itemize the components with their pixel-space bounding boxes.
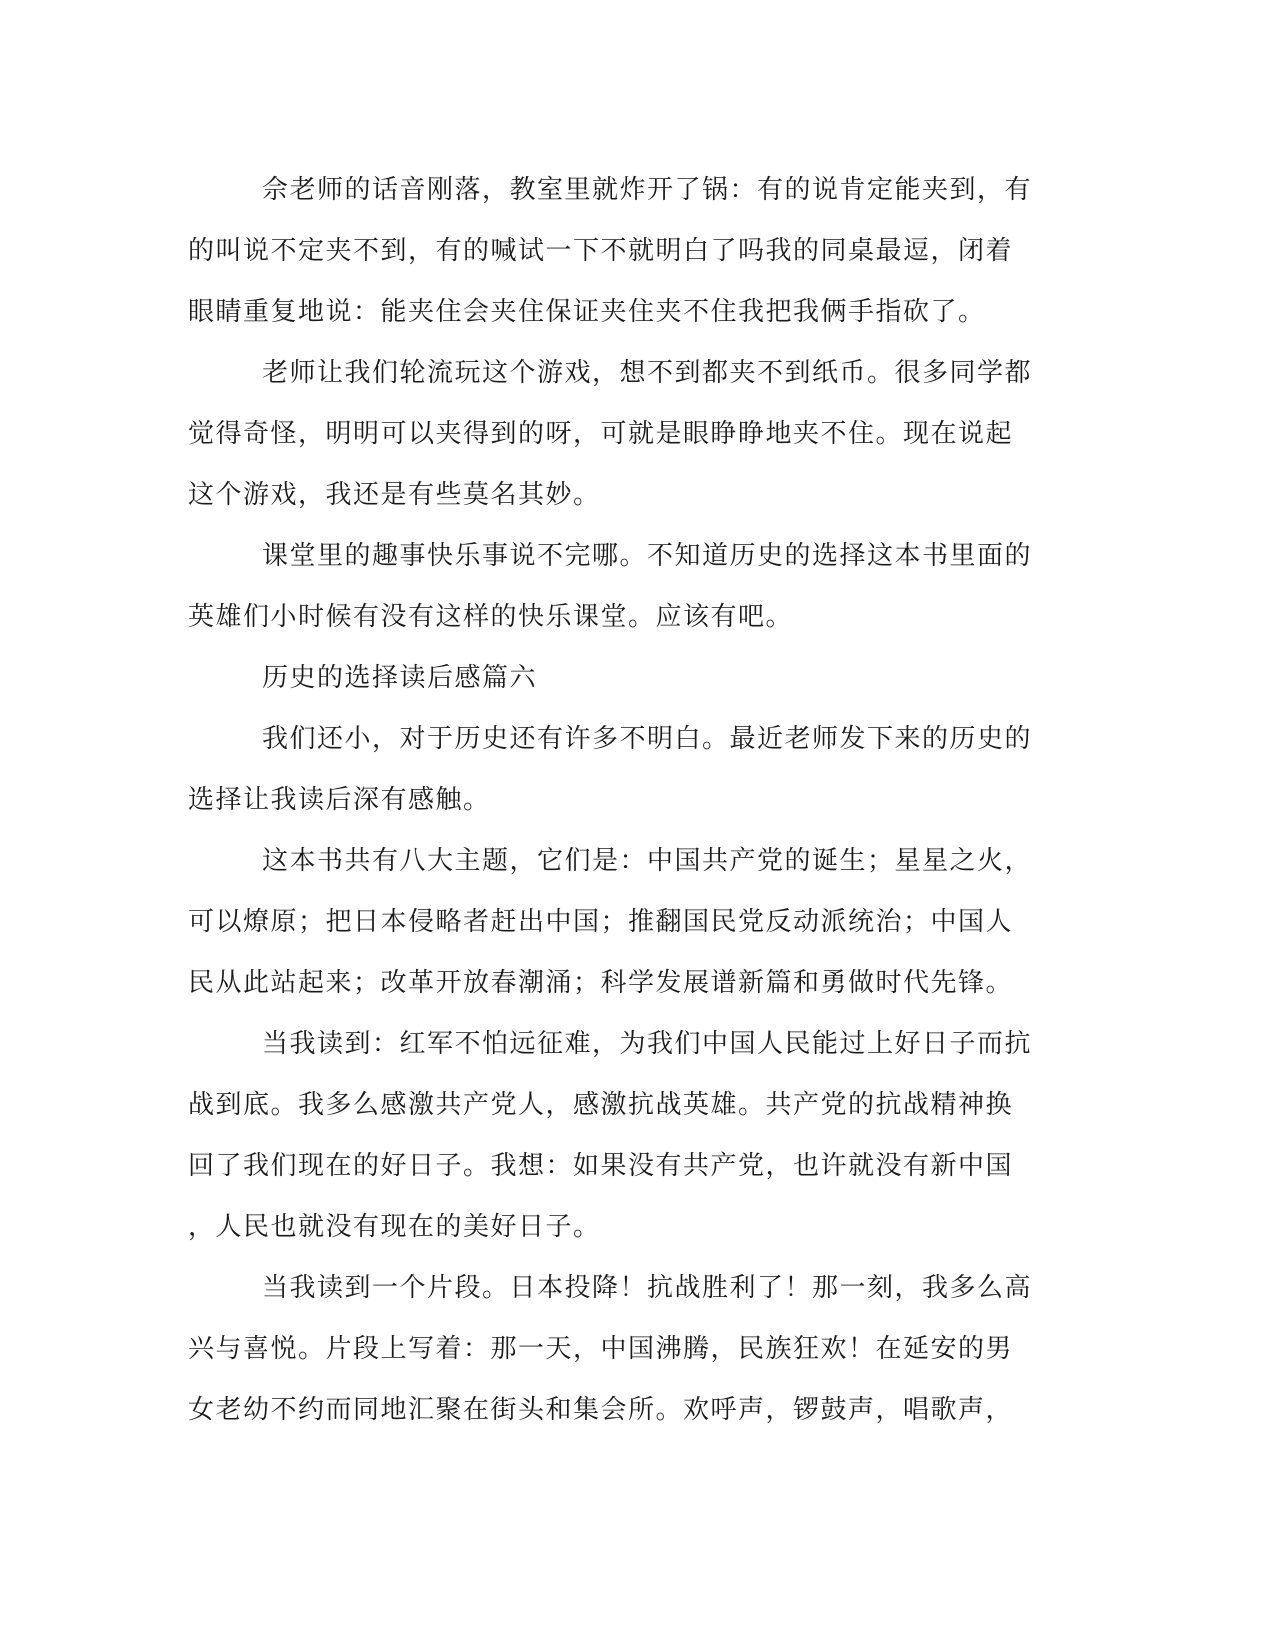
text-line: ，人民也就没有现在的美好日子。 (188, 1212, 601, 1242)
text-line: 战到底。我多么感激共产党人，感激抗战英雄。共产党的抗战精神换 (188, 1090, 1014, 1120)
text-line: 回了我们现在的好日子。我想：如果没有共产党，也许就没有新中国 (188, 1151, 1014, 1181)
paragraph (188, 831, 1068, 1014)
text-line: 英雄们小时候有没有这样的快乐课堂。应该有吧。 (188, 602, 794, 632)
text-line: 佘老师的话音刚落，教室里就炸开了锅：有的说肯定能夹到，有 (262, 175, 1033, 205)
text-line: 觉得奇怪，明明可以夹得到的呀，可就是眼睁睁地夹不住。现在说起 (188, 419, 1014, 449)
text-line: 这个游戏，我还是有些莫名其妙。 (188, 480, 601, 510)
text-line: 选择让我读后深有感触。 (188, 785, 491, 815)
paragraph (188, 709, 1068, 831)
heading-line: 历史的选择读后感篇六 (262, 663, 538, 693)
text-line: 这本书共有八大主题，它们是：中国共产党的诞生；星星之火， (262, 846, 1033, 876)
text-line: 女老幼不约而同地汇聚在街头和集会所。欢呼声，锣鼓声，唱歌声， (188, 1395, 1014, 1425)
paragraph (188, 1258, 1068, 1441)
text-line: 民从此站起来；改革开放春潮涌；科学发展谱新篇和勇做时代先锋。 (188, 968, 1014, 998)
paragraph (188, 526, 1068, 648)
document-body (188, 160, 1068, 1441)
text-line: 的叫说不定夹不到，有的喊试一下不就明白了吗我的同桌最逗，闭着 (188, 236, 1014, 266)
text-line: 我们还小，对于历史还有许多不明白。最近老师发下来的历史的 (262, 724, 1033, 754)
text-line: 兴与喜悦。片段上写着：那一天，中国沸腾，民族狂欢！在延安的男 (188, 1334, 1014, 1364)
paragraph (188, 1014, 1068, 1258)
paragraph (188, 343, 1068, 526)
text-line: 当我读到：红军不怕远征难，为我们中国人民能过上好日子而抗 (262, 1029, 1033, 1059)
text-line: 老师让我们轮流玩这个游戏，想不到都夹不到纸币。很多同学都 (262, 358, 1033, 388)
text-line: 当我读到一个片段。日本投降！抗战胜利了！那一刻，我多么高 (262, 1273, 1033, 1303)
paragraph (188, 160, 1068, 343)
text-line: 眼睛重复地说：能夹住会夹住保证夹住夹不住我把我俩手指砍了。 (188, 297, 986, 327)
section-heading (188, 648, 1068, 709)
text-line: 课堂里的趣事快乐事说不完哪。不知道历史的选择这本书里面的 (262, 541, 1033, 571)
text-line: 可以燎原；把日本侵略者赶出中国；推翻国民党反动派统治；中国人 (188, 907, 1014, 937)
